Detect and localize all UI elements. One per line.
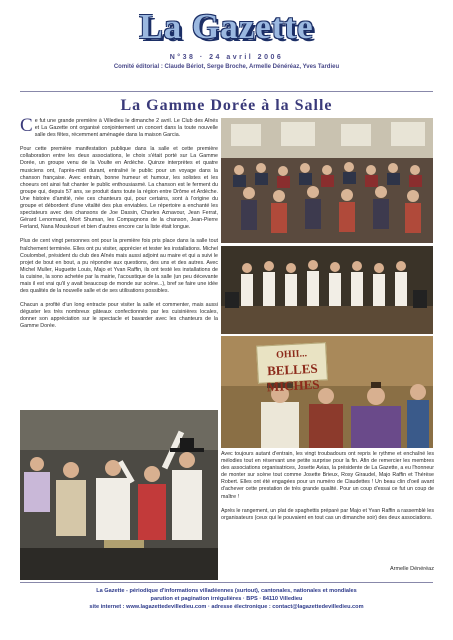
masthead xyxy=(0,6,453,70)
audience-photo xyxy=(221,118,433,243)
article-column-left xyxy=(20,115,218,338)
article-paragraph: Plus de cent vingt personnes ont pour la première fois pris place dans la salle tout fraîchement terminée. Elles ont pu visiter, apprécier et tester les installations. Michel Coulombel, président du club des Aînés mais aussi adjoint au maire et qui a suivi le projet de bout en bout, a pu répondre aux questions, des uns et des autres. Avec Michel Muller, Huguette Louis, Majo et Yvan Raffin, ils ont testé les installations de la cuisine, la sono achetée par la mairie, l'acoustique de la salle (un peu décevante mais il est vrai qu'il y avait beaucoup de monde sur scène...), bref se faire une idée des qualités de la nouvelle salle et de ses utilisations possibles. xyxy=(20,238,218,295)
issue-date: N°38 · 24 avril 2006 xyxy=(169,54,284,61)
stage-performers-photo xyxy=(20,410,218,580)
article-paragraph: Après le rangement, un plat de spaghettis préparé par Majo et Yvan Raffin a rassemblé les organisateurs (ceux qui le pouvaient en tout cas un dimanche soir) des deux associations. xyxy=(221,507,434,521)
singers-photo xyxy=(221,246,433,334)
banner-line-2: BELLES MICHES xyxy=(266,360,320,395)
header-divider xyxy=(20,91,433,92)
footer-publication-info: parution et pagination irrégulières · BPS · 84110 Villedieu xyxy=(150,596,303,602)
stage-illustration xyxy=(20,410,218,580)
article-headline: La Gamme Dorée à la Salle xyxy=(120,97,333,114)
footer-description: La Gazette - périodique d'informations villadéennes (surtout), cantonales, nationales et mondiales xyxy=(96,588,357,594)
article-paragraph: Chacun a profité d'un long entracte pour visiter la salle et commenter, mais aussi déguster les très nombreux gâteaux confectionnés par les cuisinières locales, donner son appréciation sur le spectacle et bavarder avec les chanteurs de la Gamme Dorée. xyxy=(20,302,218,330)
costume-scene-photo xyxy=(221,336,433,448)
article-column-right xyxy=(221,451,434,529)
article-paragraph: Pour cette première manifestation publique dans la salle et cette première collaboration entre les deux associations, le choix s'était porté sur La Gamme Dorée, un groupe venu de la Voulte en Ardèche. Quinze interprètes et quatre musiciens ont, l'après-midi durant, entraîné le public pour un voyage dans la chanson française. Avec entrain, bonne humeur et humour, les solistes et les choeurs ont ainsi fait chanter le public enthousiasmé. La chanson est le ferment du groupe qui, depuis 57 ans, se produit dans toute la région entre Drôme et Ardèche. Une histoire d'amitié, née ces chanteurs qui, pour certains, sont à l'origine du groupe et débordent d'une vitalité des plus enviables. Le répertoire a enchanté les spectateurs avec des chansons de Joe Dassin, Charles Aznavour, Jean Ferrat, Gérard Lenormand, Mort Shuman, les Compagnons de la chanson, Jean-Pierre Ferland, Nana Mouskouri et bien d'autres encore car la liste était longue. xyxy=(20,146,218,231)
page-footer xyxy=(0,587,453,611)
article-paragraph: Avec toujours autant d'entrain, les vingt troubadours ont repris le rythme et enchaîné les mélodies tout en réservant une petite surprise pour la fin. Afin de remercier les membres des associations organisatrices, Josette Avias, la présidente de La Gazette, a eu l'honneur de monter sur scène tout comme Josette Brieux, Rosy Giraudel, Majo Raffin et Thérèse Robert. Elles ont été engagées pour un numéro de Claudettes ! Un beau clin d'oeil avant d'achever cette prestation de très grande qualité. Pour un coup d'essai ce fut un coup de maître ! xyxy=(221,451,434,500)
gazette-logo: La Gazette xyxy=(139,7,314,46)
drop-cap: C xyxy=(20,115,33,136)
article-paragraph xyxy=(20,115,218,139)
footer-divider xyxy=(20,582,433,583)
article-signature: Armelle Dénéréaz xyxy=(389,566,434,572)
footer-contact: site internet : www.lagazettedevilledieu.com · adresse électronique : contact@lagazettedevilledieu.com xyxy=(89,604,364,610)
banner-line-1: OHII... xyxy=(275,348,308,361)
audience-illustration xyxy=(221,118,433,243)
singers-illustration xyxy=(221,246,433,334)
editorial-committee: Comité éditorial : Claude Bériot, Serge Broche, Armelle Dénéréaz, Yves Tardieu xyxy=(113,64,340,70)
article-paragraph-text: e fut une grande première à Villedieu le dimanche 2 avril. Le Club des Aînés et La Gazette ont organisé conjointement un concert dans la toute nouvelle salle des fêtes, récemment aménagée dans la maison Garcia. xyxy=(34,118,218,139)
belles-miches-banner xyxy=(256,342,328,395)
